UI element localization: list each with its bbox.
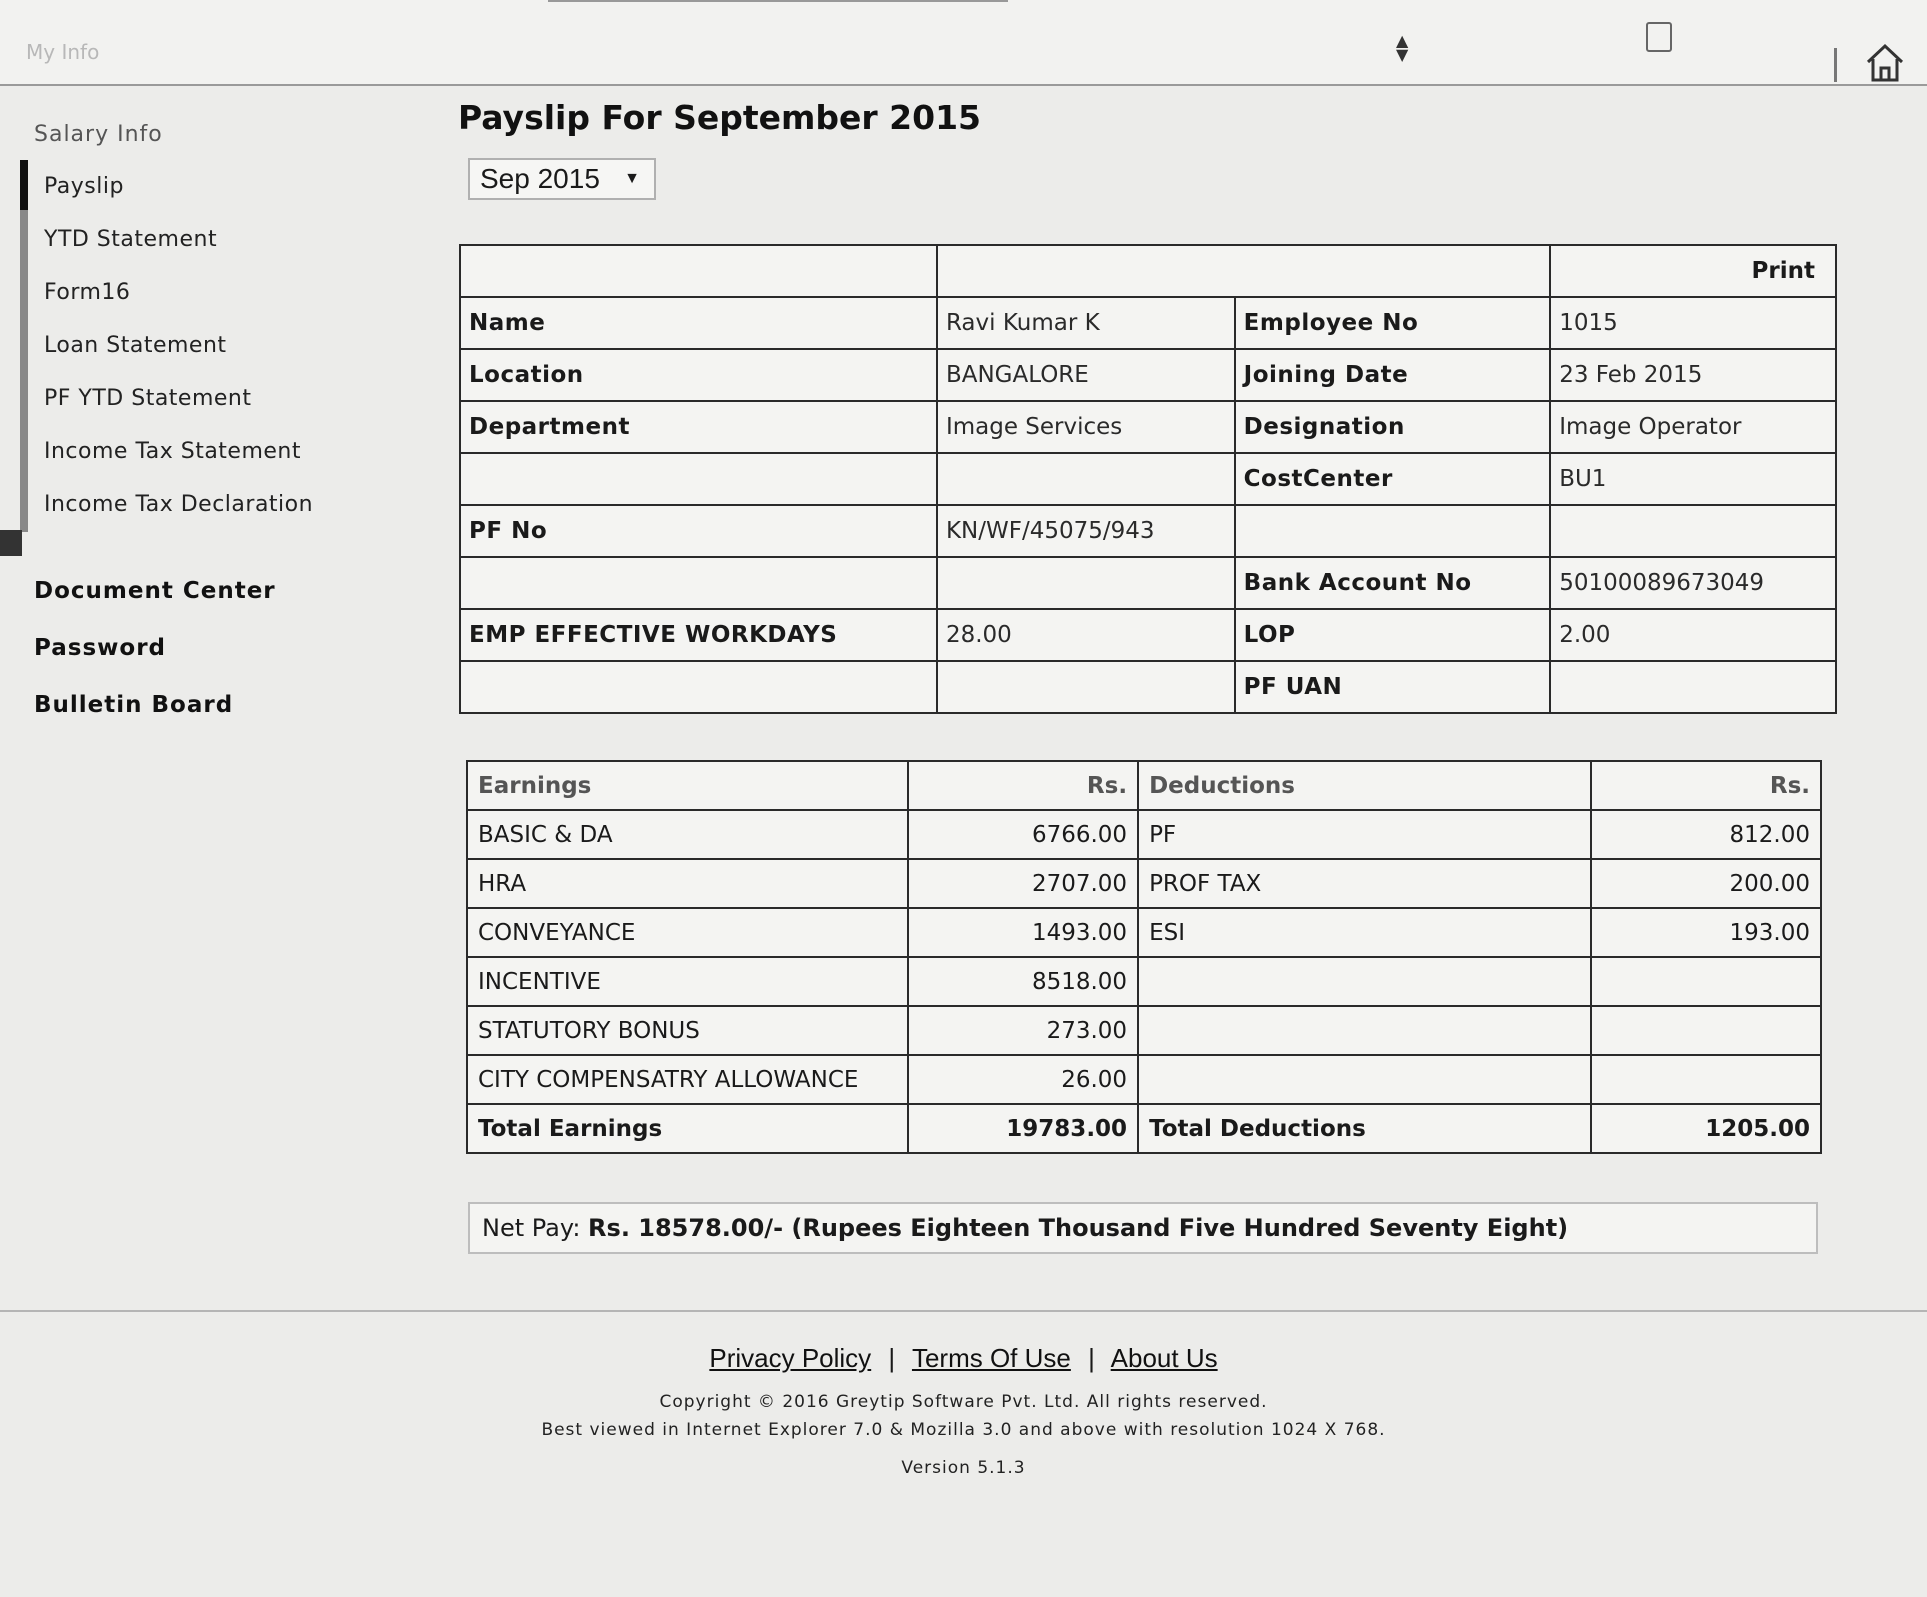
deduction-name: PROF TAX xyxy=(1138,859,1591,908)
table-row xyxy=(460,297,1836,349)
net-pay-label: Net Pay: xyxy=(482,1214,581,1242)
designation-value: Image Operator xyxy=(1550,401,1836,453)
table-row xyxy=(467,859,1821,908)
deduction-amount xyxy=(1591,957,1821,1006)
link-separator: | xyxy=(1088,1343,1095,1373)
deduction-name: ESI xyxy=(1138,908,1591,957)
sidebar-item-income-tax-declaration[interactable]: Income Tax Declaration xyxy=(44,492,314,517)
total-deductions-label: Total Deductions xyxy=(1138,1104,1591,1153)
sidebar-item-income-tax-statement[interactable]: Income Tax Statement xyxy=(44,439,302,464)
sidebar-indicator xyxy=(20,160,28,532)
earning-amount: 6766.00 xyxy=(908,810,1138,859)
deduction-amount: 812.00 xyxy=(1591,810,1821,859)
info-cell xyxy=(460,245,937,297)
location-value: BANGALORE xyxy=(937,349,1235,401)
info-cell xyxy=(460,453,937,505)
top-divider xyxy=(548,0,1008,2)
about-us-link[interactable]: About Us xyxy=(1110,1343,1218,1373)
document-icon[interactable] xyxy=(1646,22,1672,52)
deduction-amount: 193.00 xyxy=(1591,908,1821,957)
lop-label: LOP xyxy=(1235,609,1551,661)
earnings-deductions-table xyxy=(466,760,1822,1154)
deduction-amount: 200.00 xyxy=(1591,859,1821,908)
table-row xyxy=(460,245,1836,297)
top-bar xyxy=(0,0,1927,86)
copyright-text: Copyright © 2016 Greytip Software Pvt. Ltd. All rights reserved. xyxy=(659,1392,1268,1412)
sidebar-item-form16[interactable]: Form16 xyxy=(44,280,131,305)
sidebar-item-payslip[interactable]: Payslip xyxy=(44,174,124,199)
table-row xyxy=(467,1104,1821,1153)
earning-amount: 1493.00 xyxy=(908,908,1138,957)
earning-name: STATUTORY BONUS xyxy=(467,1006,908,1055)
deduction-name: PF xyxy=(1138,810,1591,859)
sidebar-collapse-tab[interactable] xyxy=(0,530,22,556)
table-row xyxy=(467,957,1821,1006)
toolbar-separator xyxy=(1834,48,1837,82)
employee-no-label: Employee No xyxy=(1235,297,1551,349)
earning-name: HRA xyxy=(467,859,908,908)
table-row xyxy=(467,810,1821,859)
earning-amount: 8518.00 xyxy=(908,957,1138,1006)
earning-name: BASIC & DA xyxy=(467,810,908,859)
total-earnings-label: Total Earnings xyxy=(467,1104,908,1153)
cost-center-label: CostCenter xyxy=(1235,453,1551,505)
pf-uan-label: PF UAN xyxy=(1235,661,1551,713)
joining-date-value: 23 Feb 2015 xyxy=(1550,349,1836,401)
sort-arrows-icon[interactable]: ▲ ▼ xyxy=(1396,31,1409,64)
name-value: Ravi Kumar K xyxy=(937,297,1235,349)
version-text: Version 5.1.3 xyxy=(901,1458,1026,1478)
table-row xyxy=(460,609,1836,661)
table-row xyxy=(467,1006,1821,1055)
browser-note: Best viewed in Internet Explorer 7.0 & Mozilla 3.0 and above with resolution 1024 X 768. xyxy=(541,1420,1386,1440)
info-cell xyxy=(1550,505,1836,557)
pf-no-label: PF No xyxy=(460,505,937,557)
info-cell xyxy=(937,661,1235,713)
link-separator: | xyxy=(888,1343,896,1373)
info-cell xyxy=(1235,505,1551,557)
deductions-currency-header: Rs. xyxy=(1591,761,1821,810)
info-cell xyxy=(937,245,1550,297)
total-earnings-value: 19783.00 xyxy=(908,1104,1138,1153)
department-value: Image Services xyxy=(937,401,1235,453)
deduction-name xyxy=(1138,1055,1591,1104)
month-select[interactable] xyxy=(468,158,656,200)
earning-name: INCENTIVE xyxy=(467,957,908,1006)
breadcrumb[interactable]: My Info xyxy=(26,40,100,64)
sidebar-heading: Salary Info xyxy=(34,122,163,147)
table-row xyxy=(460,349,1836,401)
table-row xyxy=(460,505,1836,557)
deduction-amount xyxy=(1591,1006,1821,1055)
table-row xyxy=(460,401,1836,453)
table-row xyxy=(467,1055,1821,1104)
joining-date-label: Joining Date xyxy=(1235,349,1551,401)
table-row xyxy=(467,761,1821,810)
sidebar-link-document-center[interactable]: Document Center xyxy=(34,578,276,604)
deduction-amount xyxy=(1591,1055,1821,1104)
privacy-policy-link[interactable]: Privacy Policy xyxy=(709,1343,872,1373)
table-row xyxy=(460,661,1836,713)
sidebar-link-bulletin-board[interactable]: Bulletin Board xyxy=(34,692,234,718)
total-deductions-value: 1205.00 xyxy=(1591,1104,1821,1153)
earning-amount: 273.00 xyxy=(908,1006,1138,1055)
net-pay-value: Rs. 18578.00/- (Rupees Eighteen Thousand Five Hundred Seventy Eight) xyxy=(588,1214,1569,1242)
employee-info-table xyxy=(459,244,1837,714)
page-title: Payslip For September 2015 xyxy=(458,98,982,137)
deductions-header: Deductions xyxy=(1138,761,1591,810)
table-row xyxy=(460,557,1836,609)
department-label: Department xyxy=(460,401,937,453)
earning-amount: 26.00 xyxy=(908,1055,1138,1104)
pf-uan-value xyxy=(1550,661,1836,713)
sidebar-item-loan-statement[interactable]: Loan Statement xyxy=(44,333,227,358)
deduction-name xyxy=(1138,957,1591,1006)
info-cell xyxy=(937,453,1235,505)
sidebar-item-ytd-statement[interactable]: YTD Statement xyxy=(44,227,218,252)
workdays-label: EMP EFFECTIVE WORKDAYS xyxy=(460,609,937,661)
sidebar-link-password[interactable]: Password xyxy=(34,635,166,661)
earnings-currency-header: Rs. xyxy=(908,761,1138,810)
active-indicator xyxy=(20,160,28,210)
sidebar-item-pf-ytd-statement[interactable]: PF YTD Statement xyxy=(44,386,252,411)
location-label: Location xyxy=(460,349,937,401)
print-button[interactable]: Print xyxy=(1550,245,1836,297)
earning-name: CONVEYANCE xyxy=(467,908,908,957)
chevron-down-icon: ▼ xyxy=(624,170,640,187)
home-icon[interactable] xyxy=(1862,40,1908,86)
earning-name: CITY COMPENSATRY ALLOWANCE xyxy=(467,1055,908,1104)
employee-no-value: 1015 xyxy=(1550,297,1836,349)
table-row xyxy=(467,908,1821,957)
bank-account-value: 50100089673049 xyxy=(1550,557,1836,609)
footer-links xyxy=(0,1343,1927,1374)
month-select-value: Sep 2015 xyxy=(480,163,600,194)
earnings-header: Earnings xyxy=(467,761,908,810)
info-cell xyxy=(937,557,1235,609)
deduction-name xyxy=(1138,1006,1591,1055)
earning-amount: 2707.00 xyxy=(908,859,1138,908)
name-label: Name xyxy=(460,297,937,349)
terms-of-use-link[interactable]: Terms Of Use xyxy=(911,1343,1071,1373)
table-row xyxy=(460,453,1836,505)
footer-divider xyxy=(0,1310,1927,1312)
cost-center-value: BU1 xyxy=(1550,453,1836,505)
designation-label: Designation xyxy=(1235,401,1551,453)
lop-value: 2.00 xyxy=(1550,609,1836,661)
net-pay-box xyxy=(468,1202,1818,1254)
info-cell xyxy=(460,557,937,609)
pf-no-value: KN/WF/45075/943 xyxy=(937,505,1235,557)
workdays-value: 28.00 xyxy=(937,609,1235,661)
info-cell xyxy=(460,661,937,713)
bank-account-label: Bank Account No xyxy=(1235,557,1551,609)
